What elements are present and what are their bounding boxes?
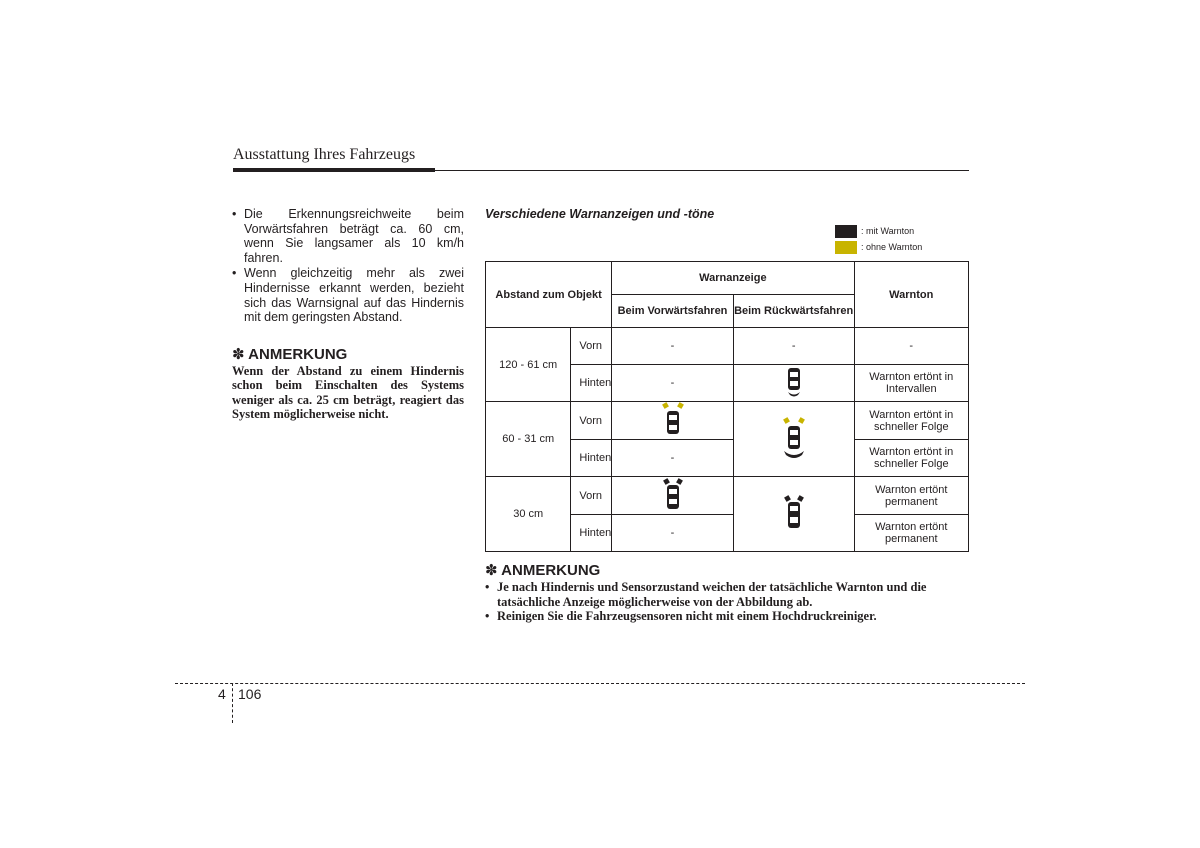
header-distance: Abstand zum Objekt: [486, 262, 612, 328]
page-number: 106: [238, 686, 262, 702]
forward-indicator: -: [612, 515, 734, 552]
forward-indicator: [612, 402, 734, 440]
legend: [835, 223, 922, 255]
reverse-indicator: -: [733, 328, 854, 365]
car-front-close-icon: [662, 477, 684, 511]
left-column: [232, 207, 464, 422]
header-rule: [233, 170, 969, 171]
legend-item-with-tone: : mit Warnton: [835, 223, 922, 239]
car-front-rear-sensor-icon: [781, 417, 807, 459]
forward-indicator: [612, 477, 734, 515]
distance-cell: 30 cm: [486, 477, 571, 552]
footer-rule: [175, 683, 1025, 684]
header-forward: Beim Vorwärtsfahren: [612, 295, 734, 328]
table-caption: Verschiedene Warnanzeigen und -töne: [485, 207, 715, 221]
forward-indicator: -: [612, 328, 734, 365]
warning-table: [485, 261, 969, 552]
note-body: Wenn der Abstand zu einem Hindernis schon beim Einschalten des Systems weniger als ca. 25 cm beträgt, reagiert das System möglicherweise nicht.: [232, 363, 464, 422]
header-reverse: Beim Rückwärtsfahren: [733, 295, 854, 328]
header-indicator: Warnanzeige: [612, 262, 854, 295]
header-tone: Warnton: [854, 262, 968, 328]
note-list: [485, 580, 969, 624]
bullet-list: [232, 207, 464, 325]
reverse-indicator: [733, 365, 854, 402]
distance-cell: 60 - 31 cm: [486, 402, 571, 477]
car-front-close-reverse-icon: [783, 494, 805, 532]
position-label: Hinten: [571, 365, 612, 402]
position-label: Vorn: [571, 477, 612, 515]
note-item: • Reinigen Sie die Fahrzeugsensoren nicht mit einem Hochdruckreiniger.: [485, 609, 877, 623]
legend-item-without-tone: : ohne Warnton: [835, 239, 922, 255]
reverse-indicator: [733, 477, 854, 552]
footer-divider: [232, 683, 233, 723]
page-header-title: Ausstattung Ihres Fahrzeugs: [233, 146, 416, 163]
distance-cell: 120 - 61 cm: [486, 328, 571, 402]
position-label: Vorn: [571, 402, 612, 440]
forward-indicator: -: [612, 440, 734, 477]
tone-cell: Warnton ertönt in schneller Folge: [854, 440, 968, 477]
tone-cell: Warnton ertönt permanent: [854, 477, 968, 515]
forward-indicator: -: [612, 365, 734, 402]
tone-cell: Warnton ertönt permanent: [854, 515, 968, 552]
note-title: ✽ ANMERKUNG: [485, 562, 601, 579]
position-label: Hinten: [571, 440, 612, 477]
note-section: [485, 561, 969, 624]
legend-swatch-yellow: [835, 241, 857, 254]
tone-cell: Warnton ertönt in Intervallen: [854, 365, 968, 402]
position-label: Vorn: [571, 328, 612, 365]
chapter-number: 4: [218, 686, 226, 702]
note-item: • Je nach Hindernis und Sensorzustand weichen der tatsächliche Warnton und die tatsächliche Anzeige möglicherweise von der Abbildung ab.: [485, 580, 927, 609]
legend-swatch-dark: [835, 225, 857, 238]
bullet-item: • Wenn gleichzeitig mehr als zwei Hindernisse erkannt werden, bezieht sich das Warnsignal auf das Hindernis mit dem geringsten Abstand.: [232, 266, 464, 325]
tone-cell: Warnton ertönt in schneller Folge: [854, 402, 968, 440]
bullet-item: • Die Erkennungsreichweite beim Vorwärtsfahren beträgt ca. 60 cm, wenn Sie langsamer als 10 km/h fahren.: [232, 207, 464, 265]
reverse-indicator: [733, 402, 854, 477]
note-title: ✽ ANMERKUNG: [232, 345, 348, 363]
position-label: Hinten: [571, 515, 612, 552]
tone-cell: -: [854, 328, 968, 365]
car-front-sensor-icon: [661, 402, 685, 436]
car-rear-sensor-icon: [784, 366, 804, 398]
